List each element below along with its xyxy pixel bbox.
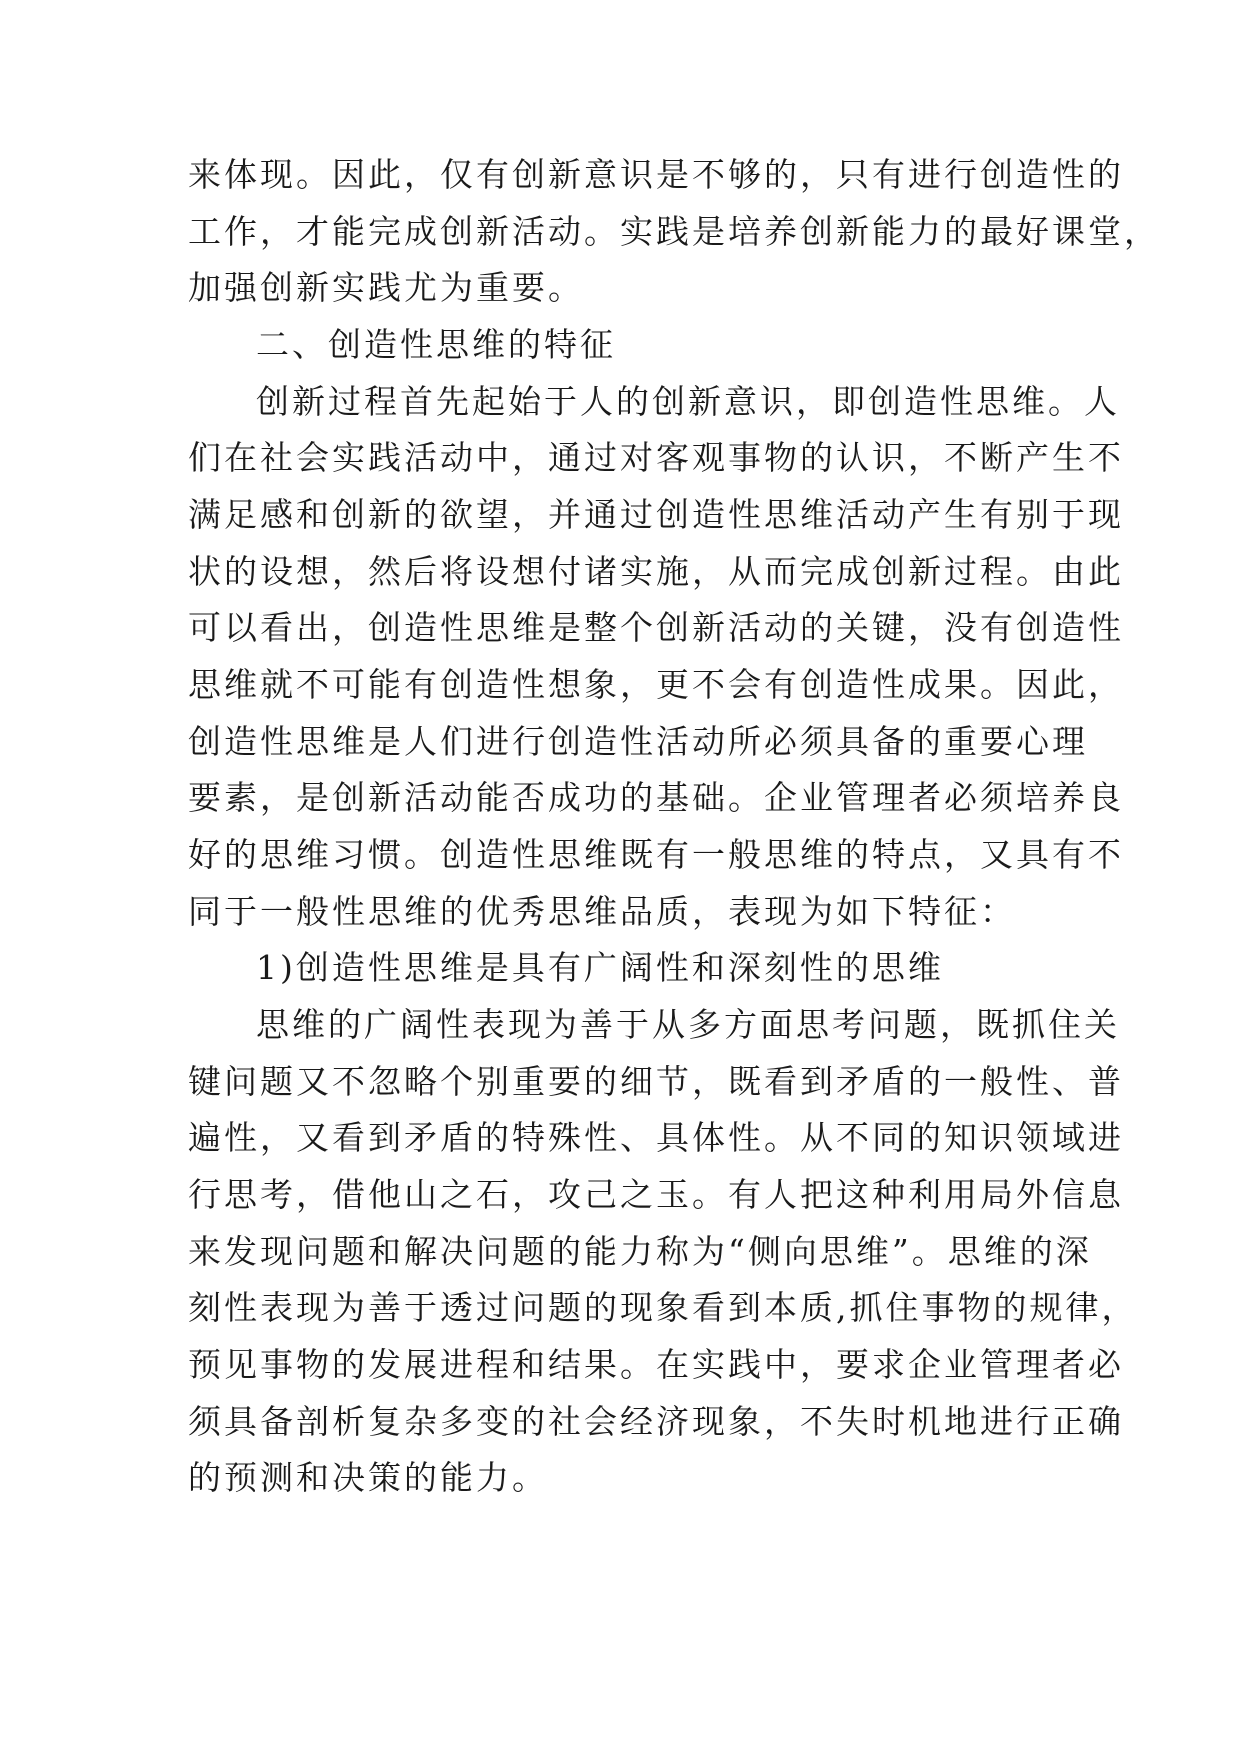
body-text-line: 工作，才能完成创新活动。实践是培养创新能力的最好课堂， (188, 212, 1160, 251)
body-text-line: 刻性表现为善于透过问题的现象看到本质,抓住事物的规律， (188, 1288, 1138, 1327)
body-text-line: 思维就不可能有创造性想象，更不会有创造性成果。因此， (188, 665, 1124, 704)
body-text-line: 行思考，借他山之石，攻己之玉。有人把这种利用局外信息 (188, 1175, 1124, 1214)
body-text-line: 满足感和创新的欲望，并通过创造性思维活动产生有别于现 (188, 495, 1124, 534)
body-text-line: 来发现问题和解决问题的能力称为“侧向思维”。思维的深 (188, 1232, 1092, 1271)
body-text-line: 预见事物的发展进程和结果。在实践中，要求企业管理者必 (188, 1345, 1124, 1384)
body-text-line: 键问题又不忽略个别重要的细节，既看到矛盾的一般性、普 (188, 1062, 1124, 1101)
body-text-line: 加强创新实践尤为重要。 (188, 268, 584, 307)
body-text-line: 状的设想，然后将设想付诸实施，从而完成创新过程。由此 (188, 552, 1124, 591)
body-text-line: 可以看出，创造性思维是整个创新活动的关键，没有创造性 (188, 608, 1124, 647)
section-heading: 二、创造性思维的特征 (256, 325, 616, 364)
body-text-line: 创新过程首先起始于人的创新意识，即创造性思维。人 (256, 382, 1120, 421)
body-text-line: 要素，是创新活动能否成功的基础。企业管理者必须培养良 (188, 778, 1124, 817)
body-text-line: 创造性思维是人们进行创造性活动所必须具备的重要心理 (188, 722, 1088, 761)
body-text-line: 好的思维习惯。创造性思维既有一般思维的特点，又具有不 (188, 835, 1124, 874)
body-text-line: 遍性，又看到矛盾的特殊性、具体性。从不同的知识领域进 (188, 1118, 1124, 1157)
body-text-line: 的预测和决策的能力。 (188, 1458, 548, 1497)
body-text-line: 们在社会实践活动中，通过对客观事物的认识，不断产生不 (188, 438, 1124, 477)
subsection-heading: 1)创造性思维是具有广阔性和深刻性的思维 (256, 948, 944, 987)
body-text-line: 须具备剖析复杂多变的社会经济现象，不失时机地进行正确 (188, 1402, 1124, 1441)
body-text-line: 来体现。因此，仅有创新意识是不够的，只有进行创造性的 (188, 155, 1124, 194)
body-text-line: 同于一般性思维的优秀思维品质，表现为如下特征： (188, 892, 1016, 931)
body-text-line: 思维的广阔性表现为善于从多方面思考问题，既抓住关 (256, 1005, 1120, 1044)
